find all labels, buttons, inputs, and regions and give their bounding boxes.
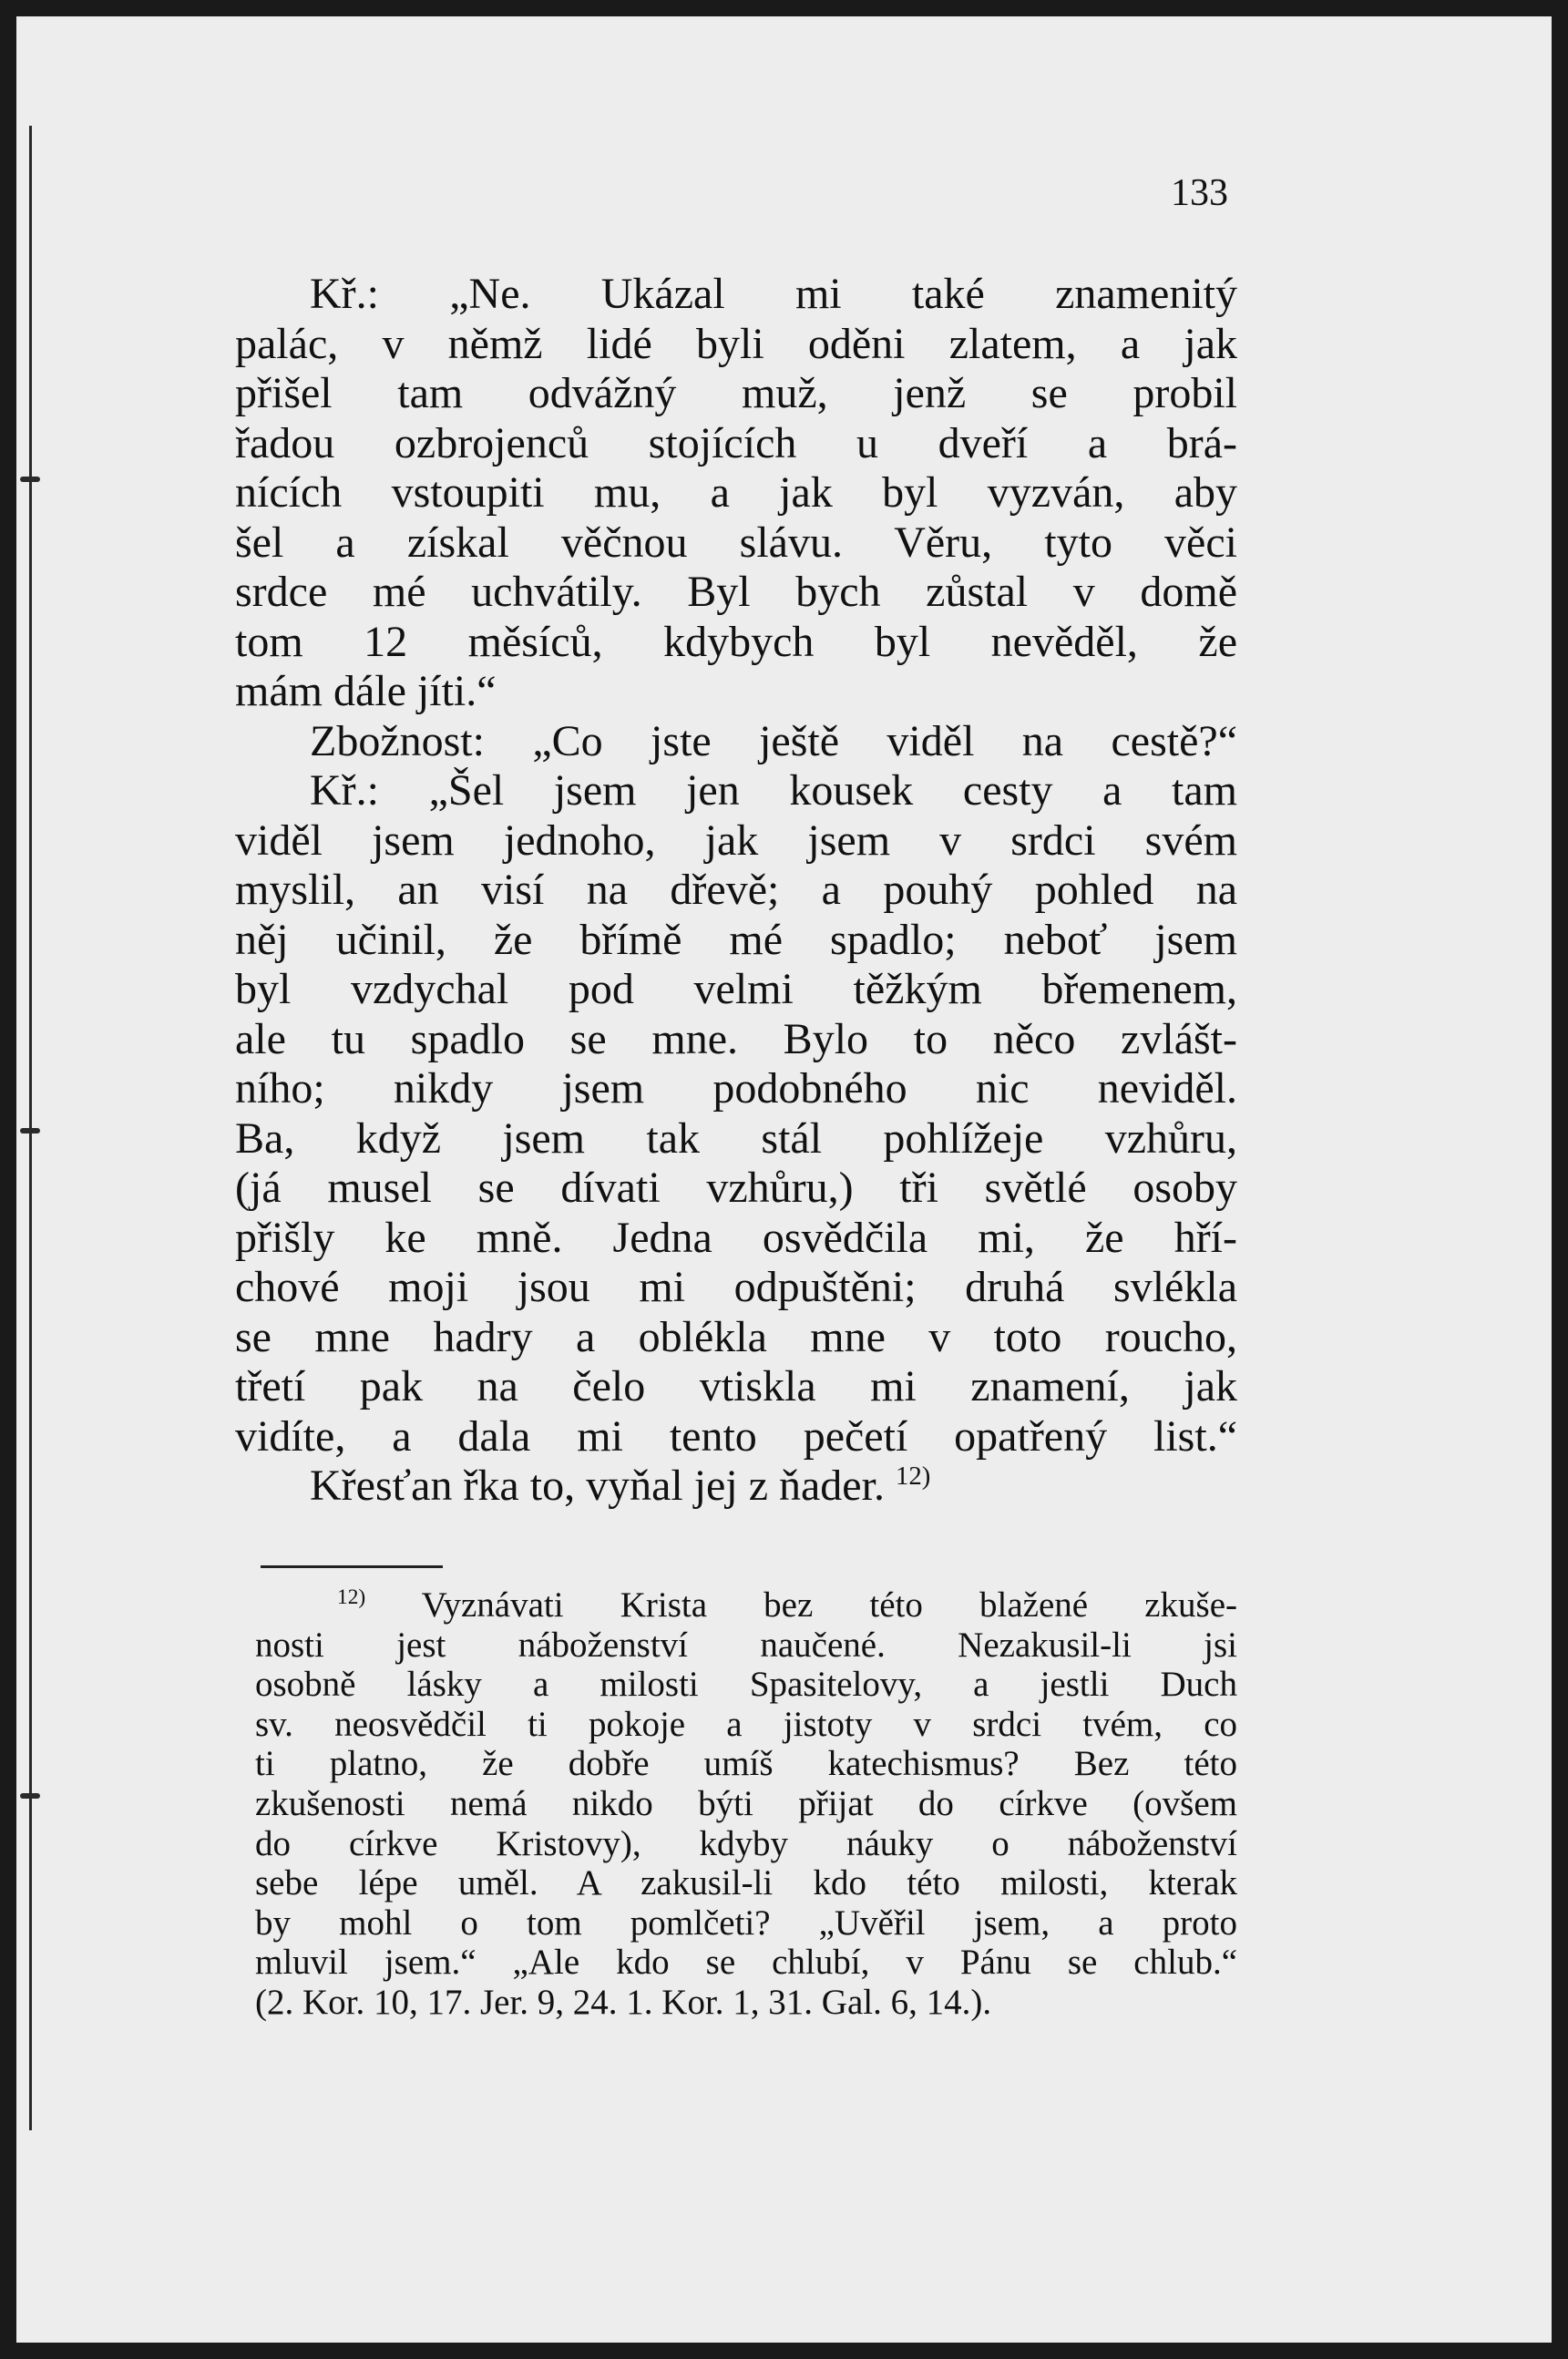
body-line: Zbožnost: „Co jste ještě viděl na cestě?“ [310, 716, 1237, 765]
body-line: přišel tam odvážný muž, jenž se probil [235, 369, 1237, 417]
body-line: něj učinil, že břímě mé spadlo; neboť jsem [235, 915, 1237, 964]
footnote [255, 1585, 1237, 2023]
spine-mark [20, 477, 40, 482]
footnote-line: do církve Kristovy), kdyby náuky o náboženství [255, 1823, 1237, 1863]
footnote-line: mluvil jsem.“ „Ale kdo se chlubí, v Pánu se chlub.“ [255, 1943, 1237, 1983]
body-line: tom 12 měsíců, kdybych byl nevěděl, že [235, 617, 1237, 666]
body-line: nících vstoupiti mu, a jak byl vyzván, aby [235, 468, 1237, 517]
body-line: viděl jsem jednoho, jak jsem v srdci svém [235, 815, 1237, 865]
body-line: Křesťan řka to, vyňal jej z ňader. [310, 1462, 885, 1510]
body-line: myslil, an visí na dřevě; a pouhý pohled na [235, 866, 1237, 914]
book-page [16, 16, 1552, 2343]
body-line: srdce mé uchvátily. Byl bych zůstal v domě [235, 568, 1237, 616]
body-line: mám dále jíti.“ [235, 667, 497, 715]
footnote-ref-number: 12 [895, 1462, 922, 1491]
footnote-line: nosti jest náboženství naučené. Nezakusil-li jsi [255, 1625, 1237, 1665]
spine-mark [20, 1128, 40, 1133]
body-line: ního; nikdy jsem podobného nic neviděl. [235, 1064, 1237, 1113]
body-line: šel a získal věčnou slávu. Věru, tyto věci [235, 518, 1237, 567]
footnote-line: sebe lépe uměl. A zakusil-li kdo této milosti, kterak [255, 1863, 1237, 1903]
footnote-line: sv. neosvědčil ti pokoje a jistoty v srdci tvém, co [255, 1704, 1237, 1744]
body-line: Ba, když jsem tak stál pohlížeje vzhůru, [235, 1113, 1237, 1163]
body-line: třetí pak na čelo vtiskla mi znamení, jak [235, 1362, 1237, 1410]
body-line: ale tu spadlo se mne. Bylo to něco zvlášt- [235, 1014, 1237, 1063]
footnote-line: Vyznávati Krista bez této blažené zkuše- [421, 1585, 1238, 1625]
footnote-ref-mark: 12) [895, 1462, 931, 1491]
body-line: (já musel se dívati vzhůru,) tři světlé osoby [235, 1164, 1237, 1212]
footnote-divider [261, 1565, 443, 1568]
footnote-line: zkušenosti nemá nikdo býti přijat do církve (ovšem [255, 1783, 1237, 1823]
spine-mark [20, 1793, 40, 1799]
footnote-number-mark: 12) [337, 1585, 366, 1609]
body-line: Kř.: „Ne. Ukázal mi také znamenitý [310, 270, 1237, 318]
footnote-number: 12 [337, 1585, 359, 1609]
body-text [235, 270, 1237, 1512]
body-line: Kř.: „Šel jsem jen kousek cesty a tam [310, 766, 1237, 815]
body-line: vidíte, a dala mi tento pečetí opatřený list.“ [235, 1411, 1237, 1461]
footnote-line: ti platno, že dobře umíš katechismus? Bez této [255, 1744, 1237, 1784]
footnote-line: (2. Kor. 10, 17. Jer. 9, 24. 1. Kor. 1, 31. Gal. 6, 14.). [255, 1982, 992, 2022]
body-line-with-ref [235, 1462, 1237, 1512]
page-number: 133 [1171, 172, 1228, 214]
footnote-line: by mohl o tom pomlčeti? „Uvěřil jsem, a proto [255, 1903, 1237, 1943]
body-line: byl vzdychal pod velmi těžkým břemenem, [235, 965, 1237, 1013]
body-line: palác, v němž lidé byli oděni zlatem, a jak [235, 319, 1237, 368]
body-line: řadou ozbrojenců stojících u dveří a brá- [235, 418, 1237, 467]
body-line: se mne hadry a oblékla mne v toto roucho, [235, 1312, 1237, 1361]
body-line: přišly ke mně. Jedna osvědčila mi, že hří- [235, 1213, 1237, 1262]
footnote-line: osobně lásky a milosti Spasitelovy, a jestli Duch [255, 1665, 1237, 1705]
body-line: chové moji jsou mi odpuštěni; druhá svlékla [235, 1263, 1237, 1311]
footnote-line-with-number [255, 1585, 1237, 1626]
